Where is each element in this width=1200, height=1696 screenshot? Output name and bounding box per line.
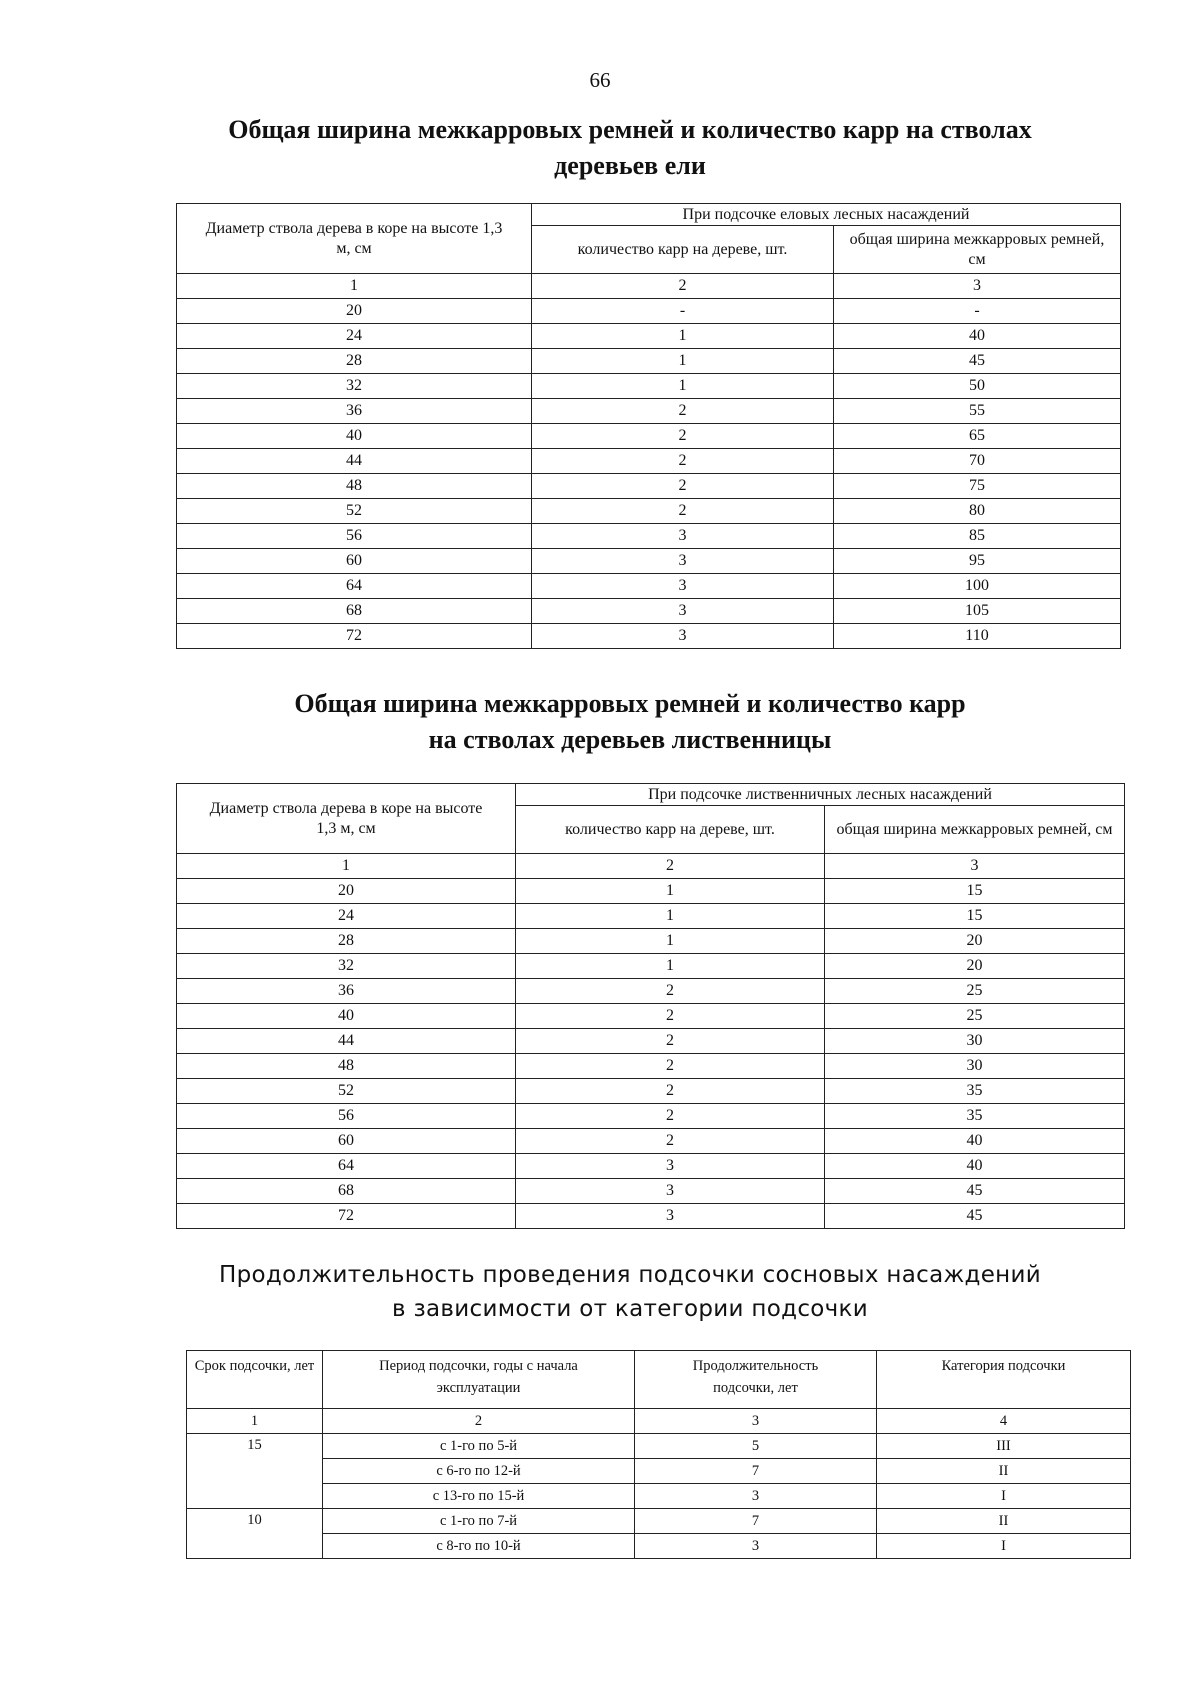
table-row [177, 449, 1121, 474]
table-row [177, 524, 1121, 549]
count-cell: 3 [516, 1179, 825, 1204]
column-number-cell: 1 [187, 1409, 323, 1434]
diameter-cell: 72 [177, 624, 532, 649]
width-cell: 15 [825, 904, 1125, 929]
period-cell: с 8-го по 10-й [323, 1534, 635, 1559]
count-cell: - [532, 299, 834, 324]
diameter-cell: 48 [177, 474, 532, 499]
table-row [177, 424, 1121, 449]
width-cell: 40 [825, 1154, 1125, 1179]
table-row [177, 1129, 1125, 1154]
width-cell: 3 [825, 854, 1125, 879]
table-row [177, 1104, 1125, 1129]
count-cell: 2 [516, 854, 825, 879]
diameter-cell: 40 [177, 1004, 516, 1029]
count-cell: 3 [516, 1154, 825, 1179]
period-cell: с 1-го по 7-й [323, 1509, 635, 1534]
width-cell: 50 [834, 374, 1121, 399]
diameter-cell: 64 [177, 574, 532, 599]
larch-table [176, 783, 1125, 1229]
width-cell: - [834, 299, 1121, 324]
table-row [187, 1509, 1131, 1534]
table-row [177, 374, 1121, 399]
diameter-cell: 32 [177, 374, 532, 399]
table-row [177, 979, 1125, 1004]
table-row [187, 1459, 1131, 1484]
larch-header-count: количество карр на дереве, шт. [516, 806, 825, 854]
term-cell: 10 [187, 1509, 323, 1559]
width-cell: 20 [825, 954, 1125, 979]
count-cell: 3 [516, 1204, 825, 1229]
count-cell: 2 [532, 274, 834, 299]
width-cell: 110 [834, 624, 1121, 649]
table-row [177, 324, 1121, 349]
pine-header-duration: Продолжительность подсочки, лет [635, 1351, 877, 1409]
column-number-cell: 4 [877, 1409, 1131, 1434]
count-cell: 3 [532, 574, 834, 599]
width-cell: 30 [825, 1054, 1125, 1079]
table-row [177, 1029, 1125, 1054]
width-cell: 70 [834, 449, 1121, 474]
category-cell: I [877, 1534, 1131, 1559]
pine-title-line2: в зависимости от категории подсочки [392, 1296, 868, 1322]
count-cell: 2 [516, 979, 825, 1004]
larch-header-width: общая ширина межкарровых ремней, см [825, 806, 1125, 854]
table-row [177, 499, 1121, 524]
column-number-row [187, 1409, 1131, 1434]
spruce-header-group: При подсочке еловых лесных насаждений [532, 204, 1121, 226]
diameter-cell: 24 [177, 904, 516, 929]
diameter-cell: 68 [177, 599, 532, 624]
table-row [177, 574, 1121, 599]
diameter-cell: 68 [177, 1179, 516, 1204]
width-cell: 40 [825, 1129, 1125, 1154]
count-cell: 1 [516, 954, 825, 979]
width-cell: 20 [825, 929, 1125, 954]
spruce-table-body [177, 274, 1121, 649]
larch-header-group: При подсочке лиственничных лесных насаждений [516, 784, 1125, 806]
spruce-header-diameter: Диаметр ствола дерева в коре на высоте 1,3 м, см [177, 204, 532, 274]
duration-cell: 3 [635, 1484, 877, 1509]
width-cell: 30 [825, 1029, 1125, 1054]
term-cell: 15 [187, 1434, 323, 1509]
table-row [177, 599, 1121, 624]
diameter-cell: 36 [177, 399, 532, 424]
count-cell: 1 [516, 929, 825, 954]
table-row [177, 879, 1125, 904]
column-number-row [177, 854, 1125, 879]
diameter-cell: 44 [177, 1029, 516, 1054]
count-cell: 2 [516, 1004, 825, 1029]
count-cell: 2 [516, 1104, 825, 1129]
table-row [177, 1079, 1125, 1104]
period-cell: с 6-го по 12-й [323, 1459, 635, 1484]
category-cell: III [877, 1434, 1131, 1459]
table-row [177, 904, 1125, 929]
period-cell: с 1-го по 5-й [323, 1434, 635, 1459]
diameter-cell: 36 [177, 979, 516, 1004]
duration-cell: 7 [635, 1459, 877, 1484]
diameter-cell: 52 [177, 1079, 516, 1104]
count-cell: 3 [532, 599, 834, 624]
column-number-row [177, 274, 1121, 299]
count-cell: 2 [516, 1054, 825, 1079]
duration-cell: 3 [635, 1534, 877, 1559]
width-cell: 25 [825, 979, 1125, 1004]
pine-header-period: Период подсочки, годы с начала эксплуатации [323, 1351, 635, 1409]
pine-table-title [200, 1258, 1060, 1326]
spruce-title-line2: деревьев ели [554, 151, 706, 180]
width-cell: 45 [834, 349, 1121, 374]
table-row [177, 1054, 1125, 1079]
width-cell: 45 [825, 1179, 1125, 1204]
diameter-cell: 56 [177, 1104, 516, 1129]
spruce-table-title [200, 112, 1060, 184]
width-cell: 15 [825, 879, 1125, 904]
spruce-header-width: общая ширина межкарровых ремней, см [834, 226, 1121, 274]
count-cell: 1 [532, 374, 834, 399]
table-row [187, 1434, 1131, 1459]
diameter-cell: 1 [177, 274, 532, 299]
larch-header-diameter: Диаметр ствола дерева в коре на высоте 1,3 м, см [177, 784, 516, 854]
width-cell: 105 [834, 599, 1121, 624]
width-cell: 25 [825, 1004, 1125, 1029]
count-cell: 3 [532, 624, 834, 649]
table-row [177, 624, 1121, 649]
width-cell: 45 [825, 1204, 1125, 1229]
spruce-header-count: количество карр на дереве, шт. [532, 226, 834, 274]
count-cell: 2 [516, 1029, 825, 1054]
count-cell: 1 [516, 879, 825, 904]
width-cell: 80 [834, 499, 1121, 524]
category-cell: II [877, 1459, 1131, 1484]
width-cell: 55 [834, 399, 1121, 424]
diameter-cell: 24 [177, 324, 532, 349]
diameter-cell: 48 [177, 1054, 516, 1079]
count-cell: 1 [532, 349, 834, 374]
pine-header-term: Срок подсочки, лет [187, 1351, 323, 1409]
count-cell: 3 [532, 524, 834, 549]
category-cell: I [877, 1484, 1131, 1509]
diameter-cell: 1 [177, 854, 516, 879]
count-cell: 1 [516, 904, 825, 929]
column-number-cell: 2 [323, 1409, 635, 1434]
width-cell: 3 [834, 274, 1121, 299]
table-row [177, 1179, 1125, 1204]
column-number-cell: 3 [635, 1409, 877, 1434]
count-cell: 2 [532, 449, 834, 474]
width-cell: 40 [834, 324, 1121, 349]
width-cell: 75 [834, 474, 1121, 499]
diameter-cell: 32 [177, 954, 516, 979]
table-row [177, 549, 1121, 574]
diameter-cell: 60 [177, 1129, 516, 1154]
width-cell: 35 [825, 1079, 1125, 1104]
spruce-title-line1: Общая ширина межкарровых ремней и количество карр на стволах [228, 115, 1032, 144]
diameter-cell: 44 [177, 449, 532, 474]
width-cell: 95 [834, 549, 1121, 574]
width-cell: 65 [834, 424, 1121, 449]
count-cell: 1 [532, 324, 834, 349]
table-row [177, 349, 1121, 374]
page-number: 66 [589, 68, 611, 92]
table-row [177, 954, 1125, 979]
diameter-cell: 52 [177, 499, 532, 524]
category-cell: II [877, 1509, 1131, 1534]
table-row [177, 1154, 1125, 1179]
period-cell: с 13-го по 15-й [323, 1484, 635, 1509]
larch-table-title [200, 686, 1060, 758]
duration-cell: 5 [635, 1434, 877, 1459]
count-cell: 2 [516, 1129, 825, 1154]
diameter-cell: 28 [177, 929, 516, 954]
table-row [177, 1004, 1125, 1029]
diameter-cell: 72 [177, 1204, 516, 1229]
diameter-cell: 20 [177, 879, 516, 904]
pine-header-category: Категория подсочки [877, 1351, 1131, 1409]
larch-title-line1: Общая ширина межкарровых ремней и количество карр [294, 689, 966, 718]
table-row [187, 1484, 1131, 1509]
table-row [187, 1534, 1131, 1559]
width-cell: 100 [834, 574, 1121, 599]
pine-title-line1: Продолжительность проведения подсочки сосновых насаждений [219, 1262, 1041, 1288]
table-row [177, 474, 1121, 499]
diameter-cell: 28 [177, 349, 532, 374]
count-cell: 2 [532, 399, 834, 424]
duration-cell: 7 [635, 1509, 877, 1534]
table-row [177, 299, 1121, 324]
pine-table [186, 1350, 1131, 1559]
count-cell: 2 [516, 1079, 825, 1104]
table-row [177, 399, 1121, 424]
larch-title-line2: на стволах деревьев лиственницы [428, 725, 832, 754]
table-row [177, 929, 1125, 954]
diameter-cell: 64 [177, 1154, 516, 1179]
larch-table-body [177, 854, 1125, 1229]
spruce-table [176, 203, 1121, 649]
table-row [177, 1204, 1125, 1229]
pine-table-body [187, 1409, 1131, 1559]
width-cell: 35 [825, 1104, 1125, 1129]
diameter-cell: 40 [177, 424, 532, 449]
count-cell: 2 [532, 474, 834, 499]
count-cell: 3 [532, 549, 834, 574]
diameter-cell: 56 [177, 524, 532, 549]
count-cell: 2 [532, 499, 834, 524]
width-cell: 85 [834, 524, 1121, 549]
diameter-cell: 60 [177, 549, 532, 574]
count-cell: 2 [532, 424, 834, 449]
diameter-cell: 20 [177, 299, 532, 324]
